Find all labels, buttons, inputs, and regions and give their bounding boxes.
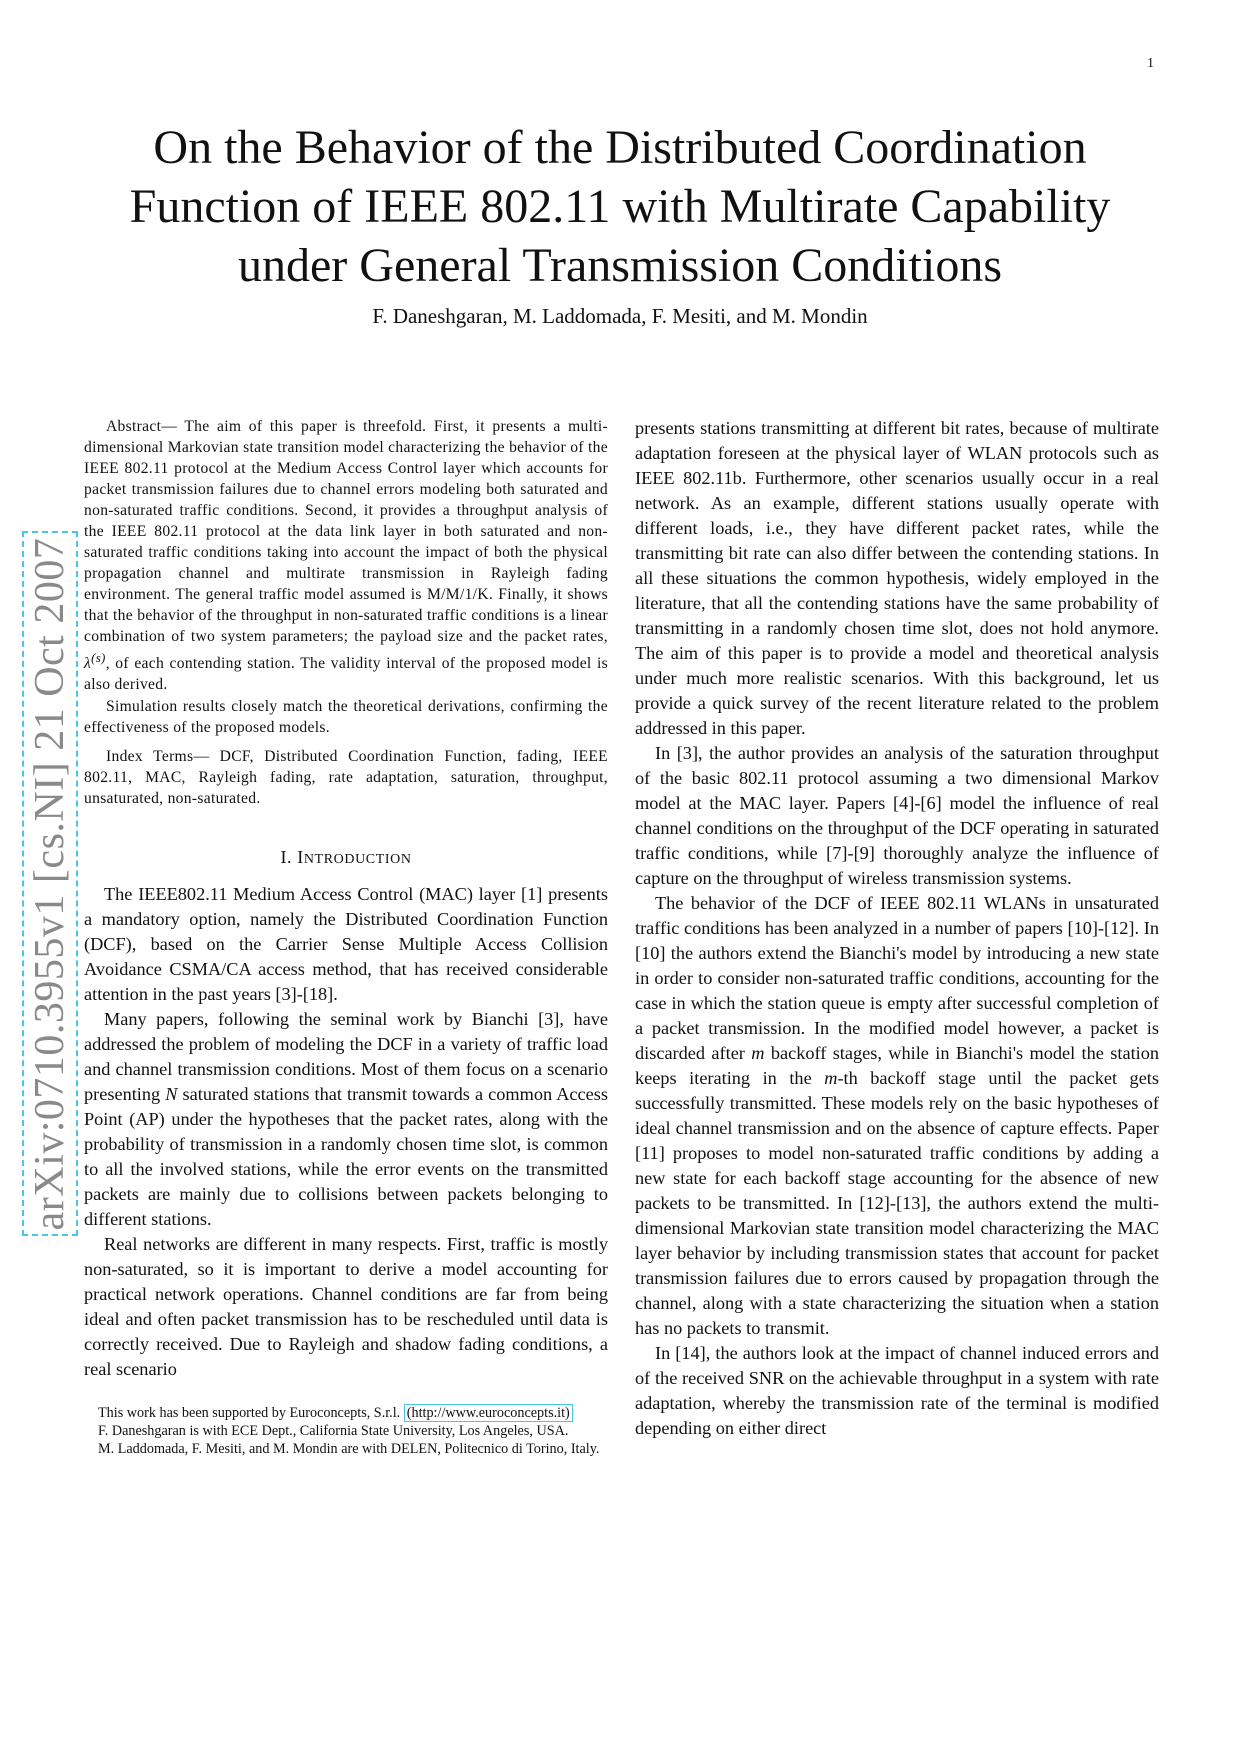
title-line-3: under General Transmission Conditions <box>238 239 1002 292</box>
abstract-label: Abstract— <box>106 418 178 435</box>
intro-paragraph-2 <box>84 1007 608 1232</box>
left-column <box>84 416 608 1458</box>
right-column <box>635 416 1159 1441</box>
index-terms-label: Index Terms— <box>106 748 210 766</box>
right-p2-text-c: -th backoff stage until the packet gets successfully transmitted. These models rely on the basic hypotheses of ideal channel transmission and on the absence of capture effects. Paper [11] proposes to model non-saturated traffic conditions by adding a new state for each backoff stage accounting for the absence of new packets to be transmitted. In [12]-[13], the authors extend the multi-dimensional Markovian state transition model characterizing the MAC layer behavior by including transmission states that account for packet transmission failures due to errors caused by propagation through the channel, along with a state characterizing the situation when a station has no packets to transmit. <box>635 1068 1160 1338</box>
footnote-funding-text: This work has been supported by Euroconcepts, S.r.l. <box>98 1405 401 1422</box>
footnote-affiliation-1: F. Daneshgaran is with ECE Dept., California State University, Los Angeles, USA. <box>98 1423 569 1440</box>
right-paragraph-1: In [3], the author provides an analysis of the saturation throughput of the basic 802.11 protocol assuming a two dimensional Markov model at the MAC layer. Papers [4]-[6] model the influence of real channel conditions on the throughput of the DCF operating in saturated traffic conditions, while [7]-[9] thoroughly analyze the influence of capture on the throughput of wireless transmission systems. <box>635 743 1159 888</box>
right-paragraph-0: presents stations transmitting at different bit rates, because of multirate adaptation foreseen at the physical layer of WLAN protocols such as IEEE 802.11b. Furthermore, other scenarios usually occur in a real network. As an example, different stations usually operate with different loads, i.e., they have different packet rates, while the transmitting bit rate can also differ between the contending stations. In all these situations the common hypothesis, widely employed in the literature, that all the contending stations have the same probability of transmitting in a randomly chosen time slot, does not hold anymore. The aim of this paper is to provide a model and theoretical analysis under much more realistic scenarios. With this background, let us provide a quick survey of the recent literature related to the problem addressed in this paper. <box>635 418 1159 738</box>
section-title-rest: NTRODUCTION <box>303 852 412 868</box>
section-first-letter: I <box>297 847 304 868</box>
footnotes <box>84 1404 608 1458</box>
right-paragraph-3: In [14], the authors look at the impact of channel induced errors and of the received SNR on the achievable throughput in a system with rate adaptation, whereby the transmission rate of the terminal is modified depending on either direct <box>635 1343 1159 1438</box>
symbol-m-2: m <box>824 1068 838 1088</box>
index-terms-text: DCF, Distributed Coordination Function, fading, IEEE 802.11, MAC, Rayleigh fading, rate adaptation, saturation, throughput, unsaturated, non-saturated. <box>84 748 608 808</box>
introduction-body <box>84 882 608 1382</box>
abstract-paragraph-1 <box>84 416 608 695</box>
abstract-text-b: , of each contending station. The validity interval of the proposed model is also derived. <box>84 655 608 694</box>
section-numeral: I. <box>280 847 298 868</box>
symbol-m: m <box>751 1043 765 1063</box>
right-paragraph-2 <box>635 891 1159 1341</box>
intro-paragraph-3: Real networks are different in many respects. First, traffic is mostly non-saturated, so it is important to derive a model accounting for practical network operations. Channel conditions are far from being ideal and often packet transmission has to be rescheduled until data is correctly received. Due to Rayleigh and shadow fading conditions, a real scenario <box>84 1234 608 1380</box>
lambda-symbol: λ <box>84 655 92 673</box>
footnote-funding <box>84 1404 608 1422</box>
arxiv-stamp[interactable] <box>22 531 78 1236</box>
intro-p2-text-a: Many papers, following the seminal work by Bianchi [3], have addressed the problem of modeling the DCF in a variety of traffic load and channel transmission conditions. Most of them focus on a scenario presenting <box>84 1009 608 1105</box>
paper-title <box>60 118 1180 295</box>
euroconcepts-link[interactable]: (http://www.euroconcepts.it) <box>404 1404 573 1422</box>
footnote-affiliation-2: M. Laddomada, F. Mesiti, and M. Mondin are with DELEN, Politecnico di Torino, Italy. <box>98 1441 600 1458</box>
arxiv-stamp-text: arXiv:0710.3955v1 [cs.NI] 21 Oct 2007 <box>27 537 73 1230</box>
abstract-paragraph-2: Simulation results closely match the theoretical derivations, confirming the effectiveness of the proposed models. <box>84 698 608 737</box>
right-p2-text-b: backoff stages, while in Bianchi's model the station keeps iterating in the <box>635 1043 1160 1088</box>
index-terms <box>84 746 608 809</box>
abstract-text-a: The aim of this paper is threefold. First, it presents a multi-dimensional Markovian state transition model characterizing the behavior of the IEEE 802.11 protocol at the Medium Access Control layer which accounts for packet transmission failures due to channel errors modeling both saturated and non-saturated traffic conditions. Second, it provides a throughput analysis of the IEEE 802.11 protocol at the data link layer in both saturated and non-saturated traffic conditions taking into account the impact of both the physical propagation channel and multirate transmission in Rayleigh fading environment. The general traffic model assumed is M/M/1/K. Finally, it shows that the behavior of the throughput in non-saturated traffic conditions is a linear combination of two system parameters; the payload size and the packet rates, <box>84 418 608 645</box>
title-line-2: Function of IEEE 802.11 with Multirate Capability <box>129 180 1111 233</box>
abstract <box>84 416 608 738</box>
title-line-1: On the Behavior of the Distributed Coordination <box>153 121 1087 174</box>
intro-p2-text-b: saturated stations that transmit towards a common Access Point (AP) under the hypotheses that the packet rates, along with the probability of transmission in a randomly chosen time slot, is common to all the involved stations, while the error events on the transmitted packets are mainly due to collisions between packets belonging to different stations. <box>84 1084 608 1230</box>
right-p2-text-a: The behavior of the DCF of IEEE 802.11 WLANs in unsaturated traffic conditions has been analyzed in a number of papers [10]-[12]. In [10] the authors extend the Bianchi's model by introducing a new state in order to consider non-saturated traffic conditions, accounting for the case in which the station queue is empty after successful completion of a packet transmission. In the modified model however, a packet is discarded after <box>635 893 1159 1063</box>
author-list: F. Daneshgaran, M. Laddomada, F. Mesiti, and M. Mondin <box>372 304 868 328</box>
section-heading-introduction <box>84 847 608 868</box>
symbol-n: N <box>165 1084 178 1105</box>
lambda-superscript: (s) <box>91 650 106 665</box>
intro-paragraph-1: The IEEE802.11 Medium Access Control (MAC) layer [1] presents a mandatory option, namely the Distributed Coordination Function (DCF), based on the Carrier Sense Multiple Access Collision Avoidance CSMA/CA access method, that has received considerable attention in the past years [3]-[18]. <box>84 884 608 1005</box>
page-number: 1 <box>1147 56 1154 71</box>
